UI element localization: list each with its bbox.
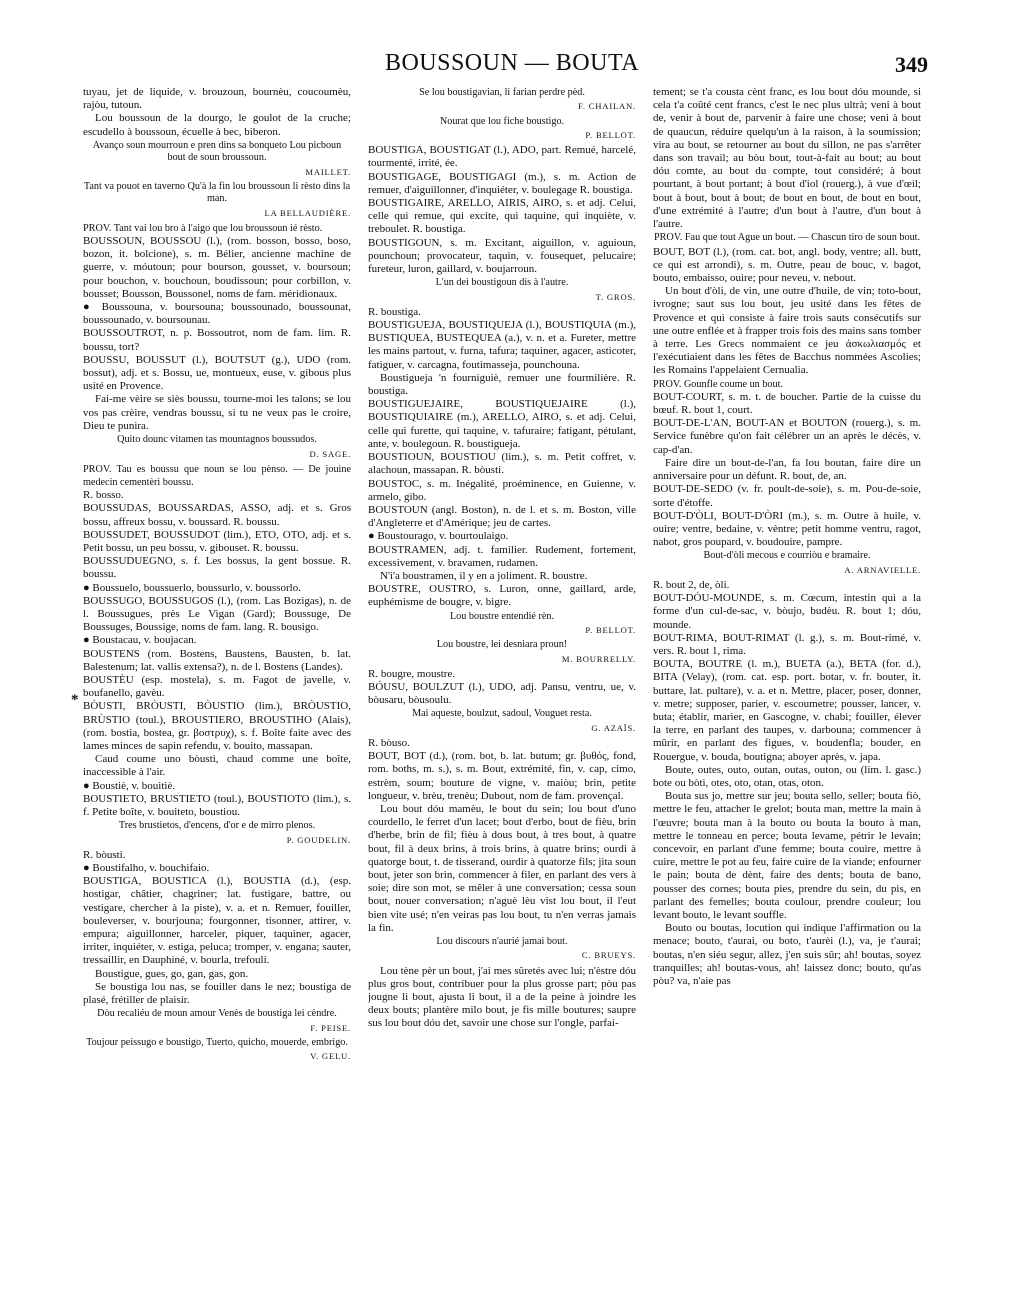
dictionary-entry: Fai-me vèire se siès boussu, tourne-moi les talons; se lou vos pas crèire, vendras boussu, si tu ne veux pas le croire, Dieu te punira. xyxy=(83,393,351,432)
citation-author: F. CHAILAN. xyxy=(577,101,636,112)
running-head xyxy=(0,50,1024,84)
dictionary-entry: BOUSTIETO, BRUSTIETO (toul.), BOUSTIOTO (lim.), s. f. Petite boîte, v. bouiteto, boustiou. xyxy=(83,792,351,818)
citation: Lou discours n'aurié jamai bout. xyxy=(436,936,568,948)
citation: Tant va pouot en taverno Qu'à la fin lou broussoun li rèsto dins la man. xyxy=(83,180,351,205)
dictionary-entry: Boustigue, gues, go, gan, gas, gon. xyxy=(95,967,249,980)
column-right xyxy=(653,86,921,1296)
dictionary-entry: BOUT, BOT (d.), (rom. bot, b. lat. butum; gr. βυθός, fond, rom. boths, m. s.), s. m. Bout, extrémité, fin, v. cap, cimo, estrèm, soum; bouture de vigne, v. maiòu; brin, petite longueur, v. brèu, trenèu; Dubout, nom de fam. provençal. xyxy=(368,750,636,802)
citation: Toujour peissugo e boustigo, Tuerto, quicho, mouerde, embrigo. xyxy=(86,1036,348,1048)
citation: Dòu recaliéu de moun amour Venès de boustiga lei cèndre. xyxy=(97,1008,337,1020)
citation-author: F. PEISE. xyxy=(310,1022,351,1033)
dictionary-entry: BOUSTIGA, BOUSTICA (l.), BOUSTIA (d.), (esp. hostigar, châtier, chagriner; lat. fustigare, battre, ou vestigare, chercher à la piste), v. a. et n. Remuer, fouiller, bouleverser, v. bourjouna; fourgonner, tisonner, attirer, v. empura; aiguillonner, harceler, piquer, taquiner, agacer, irriter, inquiéter, v. estiga, peluca; tromper, v. engana; sauter, tressaillir, en Dauphiné, v. bourla, trefouli. xyxy=(83,875,351,967)
dictionary-entry: BÓUSU, BOULZUT (l.), UDO, adj. Pansu, ventru, ue, v. bòusaru, bòusoulu. xyxy=(368,680,636,707)
dictionary-entry: R. boustiga. xyxy=(368,305,421,318)
dictionary-entry: BOUSSUDET, BOUSSUDOT (lim.), ETO, OTO, adj. et s. Petit bossu, un peu bossu, v. gibouset. R. boussu. xyxy=(83,528,351,554)
dictionary-entry: BOUSTIGAIRE, ARELLO, AIRIS, AIRO, s. et adj. Celui, celle qui remue, qui excite, qui taquine, qui inquiète, v. treboulet. R. boustiga. xyxy=(368,197,636,236)
dictionary-entry: BOUSTOC, s. m. Inégalité, proéminence, en Guienne, v. armelo, gibo. xyxy=(368,477,636,503)
dictionary-entry: BOUT-DÓU-MOUNDE, s. m. Cœcum, intestin qui a la forme d'un cul-de-sac, v. bòujo, budèu. R. bout 1; dóu, mounde. xyxy=(653,592,921,631)
dictionary-entry: BOUSSOUTROT, n. p. Bossoutrot, nom de fam. lim. R. boussu, tort? xyxy=(83,327,351,353)
proverb: PROV. Tant vai lou bro à l'aigo que lou broussoun ié rèsto. xyxy=(83,222,323,234)
citation: PROV. Fau que tout Ague un bout. — Chascun tiro de soun bout. xyxy=(653,232,921,244)
dictionary-entry: ● Boussuelo, boussuerlo, boussurlo, v. boussorlo. xyxy=(83,581,301,594)
proverb: PROV. Tau es boussu que noun se lou pènso. — De jouine medecin cementèri boussu. xyxy=(83,463,351,488)
dictionary-entry: BÒUSTI, BRÒUSTI, BÒUSTIO (lim.), BRÒUSTIO, BRÙSTIO (toul.), BROUSTIERO, BROUSTIHO (Alais), (rom. bostia, bostea, gr. βοστρυχ), s. f. Boîte faite avec des lames minces de sapin refendu, v. bouito, massapan. xyxy=(83,700,351,752)
dictionary-entry: Lou bout dóu mamèu, le bout du sein; lou bout d'uno courdello, le ferret d'un lacet; bout d'erbo, bout de fièu, brin d'herbe, brin de fil; fièu à dous bout, à tres bout, à quatre bout, fil à deux brins, à trois brins, à quatre brins; ourdi à quatorge bout, t. de tisserand, ourdir à quatorze fils; jita soun bout, jeter son brin, commencer à filer, en parlant des vers à soie; dire son mot, se mêler à une conversation; cessa soun bout, nouer conversation; n'aguè lèu vist lou bout, il l'eut bien vite usé; n'en veiras pas lou bout, tu n'en verras jamais la fin. xyxy=(368,802,636,934)
dictionary-entry: tuyau, jet de liquide, v. brouzoun, bournèu, coucoumèu, rajòu, tutoun. xyxy=(83,86,351,112)
dictionary-entry: BOUT-RIMA, BOUT-RIMAT (l. g.), s. m. Bout-rimé, v. vers. R. bout 1, rima. xyxy=(653,631,921,657)
citation-author: M. BOURRELLY. xyxy=(561,653,636,664)
column-left xyxy=(83,86,351,1296)
dictionary-entry: BOUSTIGUEJAIRE, BOUSTIQUEJAIRE (l.), BOUSTIQUIAIRE (m.), ARELLO, AIRO, s. et adj. Celui, celle qui furette, qui taquine, v. tafuraire; fatigant, pétulant, ante, v. boulegoun. R. boustigueja. xyxy=(368,398,636,450)
dictionary-entry: Boustigueja 'n fourniguiè, remuer une fourmilière. R. boustiga. xyxy=(368,371,636,398)
dictionary-entry: BOUSSUDAS, BOUSSARDAS, ASSO, adj. et s. Gros bossu, affreux bossu, v. boussard. R. boussu. xyxy=(83,502,351,528)
dictionary-entry: BOUSTIGA, BOUSTIGAT (l.), ADO, part. Remué, harcelé, tourmenté, irrité, ée. xyxy=(368,144,636,170)
citation: Mai aqueste, boulzut, sadoul, Vouguet resta. xyxy=(412,708,592,720)
dictionary-entry: ● Boustiè, v. bouitiè. xyxy=(83,779,176,792)
citation-author: A. ARNAVIELLE. xyxy=(844,564,921,575)
dictionary-entry: BOUSTRE, OUSTRO, s. Luron, onne, gaillard, arde, euphémisme de bougre, v. bigre. xyxy=(368,583,636,609)
dictionary-entry: BOUT-D'ÒLI, BOUT-D'ÒRI (m.), s. m. Outre à huile, v. ouire; ventre, bedaine, v. vèntre; petit homme ventru, ragot, nabot, gros poupard, v. boudouire, pampre. xyxy=(653,509,921,549)
dictionary-entry: BOUSTIGUEJA, BOUSTIQUEJA (l.), BOUSTIQUIA (m.), BUSTIQUEA, BUSTEQUEA (a.), v. n. et a. Fureter, mettre les mains partout, v. furna, tafura; taquiner, agacer, asticoter, fatiguer, v. carcagna, foutimasseja, pounchouna. xyxy=(368,319,636,371)
dictionary-entry: BOUSTIOUN, BOUSTIOU (lim.), s. m. Petit coffret, v. alachoun, massapan. R. bòusti. xyxy=(368,451,636,477)
dictionary-entry: Bouta sus jo, mettre sur jeu; bouta sello, seller; bouta fiò, mettre le feu, attacher le grelot; bouta man, mettre la main à l'œuvre; bouta man à la bouto ou bouta la bouto à man, mettre le tonneau en perce; bouta levame, pétrir le levain; concevoir, en parlant d'une femme; bouta couire, mettre à cuire, mettre le pot au feu, faire cuire de la viande; enfourner le pain; bouta de dènt, faire des dents; bouta de bano, pousser des cornes; bouta pies, prendre du sein, du pis, en parlant des femelles; bouta coulour, prendre couleur; lou levant bouto, le levant souffle. xyxy=(653,790,921,921)
dictionary-entry: BOUT-DE-SEDO (v. fr. poult-de-soie), s. m. Pou-de-soie, sorte d'étoffe. xyxy=(653,483,921,509)
citation-author: V. GELU. xyxy=(310,1051,351,1062)
citation-author: P. BELLOT. xyxy=(585,624,636,635)
citation-author: P. GOUDELIN. xyxy=(286,834,351,845)
page-number: 349 xyxy=(895,52,928,77)
dictionary-entry: BOUSTIGOUN, s. m. Excitant, aiguillon, v. aguioun, pounchoun; provocateur, taquin, v. fousequet, pelucaire; fureteur, luron, gaillard, v. boujarroun. xyxy=(368,236,636,276)
dictionary-entry: R. bosso. xyxy=(83,489,124,502)
dictionary-entry: R. bout 2, de, òli. xyxy=(653,578,730,591)
dictionary-entry: ● Boustourago, v. bourtoulaigo. xyxy=(368,530,509,543)
dictionary-entry: BOUTA, BOUTRE (l. m.), BUETA (a.), BETA (for. d.), BITA (Velay), (rom. cat. esp. port. botar, v. fr. bouter, it. buttare, lat. pultare), v. a. et n. Mettre, placer, poser, donner, v. metre; supposer, parier, v. escoumetre; pousser, lancer, v. buta; établir, marier, en Gascogne, v. chabi; fouiller, élever la terre, en parlant des taupes, v. darbouna; commencer à mûrir, en parlant des figues, v. boudenfla; bouder, en Rouergue, v. bouda, boutigna; aboyer après, v. japa. xyxy=(653,658,921,763)
citation: L'un dei boustigoun dis à l'autre. xyxy=(435,277,569,289)
dictionary-entry: Bouto ou boutas, locution qui indique l'affirmation ou la menace; bouto, t'aurai, ou boto, t'aurèi (l.), va, je t'aurai; boutas, n'en siéu segur, allez, j'en suis sûr; ah! boutas, soyez tranquilles; ah! boutas-vous, ah! laissez donc; bouto, qu'as pòu? va, n'aie pas xyxy=(653,922,921,988)
dictionary-entry: BOUSSOUN, BOUSSOU (l.), (rom. bosson, bosso, boso, bozon, it. bolcione), s. m. Bélier, ancienne machine de guerre, v. móutoun; pour bourson, gousset, v. boursoun; pour bouchon, v. bouchoun, boudissoun; pour corbillon, v. bousset; Bousson, Boussonel, noms de fam. méridionaux. xyxy=(83,235,351,300)
dictionary-entry: ● Boussouna, v. boursouna; boussounado, boussounat, boussounado, v. boursounau. xyxy=(83,301,351,327)
dictionary-entry: Boute, outes, outo, outan, outas, outon, ou (lim. l. gasc.) bote ou bòti, otes, oto, otan, otas, oton. xyxy=(653,763,921,789)
citation: Bout-d'òli mecous e courriòu e bramaire. xyxy=(703,550,871,562)
citation-author: MAILLET. xyxy=(305,166,351,177)
citation: Tres brustietos, d'encens, d'or e de mirro plenos. xyxy=(118,820,316,832)
margin-asterisk: * xyxy=(71,692,79,708)
dictionary-entry: BOUSTOUN (angl. Boston), n. de l. et s. m. Boston, ville d'Angleterre et d'Amérique; jeu de cartes. xyxy=(368,503,636,530)
dictionary-entry: BOUSTRAMEN, adj. t. familier. Rudement, fortement, excessivement, v. bravamen, rudamen. xyxy=(368,543,636,569)
dictionary-entry: R. bòuso. xyxy=(368,736,410,749)
dictionary-entry: Lou tène pèr un bout, j'ai mes sûretés avec lui; n'èstre dóu plus gros bout, contribuer pour la plus grosse part; pòu pas jougne li bout, ajusta li bout, il a de la peine à joindre les deux bouts; plantère milo bout, je fis mille boutures; saupre sus lou bout dóu det, savoir une chose sur l'ongle, parfai- xyxy=(368,964,636,1030)
dictionary-entry: ● Boustifalho, v. bouchifaio. xyxy=(83,862,210,874)
running-title: BOUSSOUN — BOUTA xyxy=(384,50,640,76)
dictionary-entry: R. bòusti. xyxy=(83,848,126,861)
dictionary-entry: N'i'a boustramen, il y en a joliment. R. boustre. xyxy=(380,569,588,582)
dictionary-entry: tement; se t'a cousta cènt franc, es lou bout dóu mounde, si cela t'a coûté cent francs, c'est le nec plus ultrà; veni à bout de, venir à bout de, parvenir à faire une chose; veni à bout de quaucun, réduire quelqu'un à la raison, à la soumission; vira au bout, se retourner au bout du sillon, ne pas s'arrêter dans son travail; au bòu bout, tout-à-fait au bout; au bout dóu comte, au bout du compte, tout considéré; à bout pourtant, à bout portant; à bout d'iol (rouerg.), à vue d'œil; bout à bout, bout à bout; de bout en bout, de bout en bout, d'une extrémité à l'autre; d'un bout à l'autre, d'un bout à l'autre. xyxy=(653,86,921,231)
column-middle xyxy=(368,86,636,1296)
citation: Quito dounc vitamen tas mountagnos boussudos. xyxy=(117,434,317,446)
citation-author: C. BRUEYS. xyxy=(581,950,636,961)
dictionary-entry: BOUSSUGO, BOUSSUGOS (l.), (rom. Las Bozigas), n. de l. Boussugues, près Le Vigan (Gard); Boussuge, De Boussuges, Boussige, noms de fam. lang. R. bousigo. xyxy=(83,594,351,634)
citation-author: LA BELLAUDIÈRE. xyxy=(264,207,351,218)
dictionary-entry: Se boustiga lou nas, se fouiller dans le nez; boustiga de plasé, frétiller de plaisir. xyxy=(83,980,351,1007)
citation-author: D. SAGE. xyxy=(309,448,351,459)
dictionary-entry: Caud coume uno bòusti, chaud comme une boîte, inaccessible à l'air. xyxy=(83,753,351,779)
dictionary-entry: BOUSTIGAGE, BOUSTIGAGI (m.), s. m. Action de remuer, d'aiguillonner, d'inquiéter, v. boulegage R. boustiga. xyxy=(368,170,636,196)
dictionary-entry: BOUSSU, BOUSSUT (l.), BOUTSUT (g.), UDO (rom. bossut), adj. et s. Bossu, ue, montueux, euse, v. gibous plus usité en Provence. xyxy=(83,353,351,393)
dictionary-entry: BOUSTENS (rom. Bostens, Baustens, Bausten, b. lat. Balestenum; lat. vallis extensa?), n. de l. Bostens (Landes). xyxy=(83,647,351,673)
citation: Nourat que lou fiche boustigo. xyxy=(439,115,565,127)
dictionary-entry: ● Boustacau, v. boujacan. xyxy=(83,634,197,647)
dictionary-entry: BOUT-DE-L'AN, BOUT-AN et BOUTON (rouerg.), s. m. Service funèbre qu'on fait célébrer un an après le décès, v. cap-d'an. xyxy=(653,417,921,456)
dictionary-entry: BOUSTÈU (esp. mostela), s. m. Fagot de javelle, v. boufanello, gavèu. xyxy=(83,673,351,700)
proverb: PROV. Gounfle coume un bout. xyxy=(653,378,783,390)
dictionary-entry: BOUT, BOT (l.), (rom. cat. bot, angl. body, ventre; all. butt, ce qui est arrondi), s. m. Outre, peau de bouc, v. bagot, bouto, embaisso, ouire; pour neveu, v. nebout. xyxy=(653,245,921,285)
citation: Se lou boustigavian, li farian perdre pèd. xyxy=(419,87,585,98)
dictionary-entry: Lou boussoun de la dourgo, le goulot de la cruche; escudello à boussoun, écuelle à bec, biberon. xyxy=(83,112,351,138)
citation: Avanço soun mourroun e pren dins sa bonqueto Lou picboun bout de soun broussoun. xyxy=(92,139,342,164)
dictionary-entry: Un bout d'òli, de vin, une outre d'huile, de vin; toto-bout, ivrogne; saut sus lou bout, jeu usité dans les fêtes de Provence et qui consiste à faire trois sauts consécutifs sur une outre enflée et à frapper trois fois des mains sans tomber à terre. Les Grecs nommaient ce jeu ἀσκωλιασμός et l'exécutiaient dans les fêtes de Bacchus nommées Ascolies; les Romains l'appelaient Cernualia. xyxy=(653,285,921,377)
dictionary-entry: BOUSSUDUEGNO, s. f. Les bossus, la gent bossue. R. boussu. xyxy=(83,555,351,581)
dictionary-entry: R. bougre, moustre. xyxy=(368,667,456,680)
dictionary-entry: BOUT-COURT, s. m. t. de boucher. Partie de la cuisse du bœuf. R. bout 1, court. xyxy=(653,390,921,417)
citation-author: G. AZAÏS. xyxy=(591,722,636,733)
citation: Lou boustre, lei desniara proun! xyxy=(436,639,568,651)
citation: Lou boustre entendié rèn. xyxy=(449,610,555,622)
dictionary-entry: Faire dire un bout-de-l'an, fa lou boutan, faire dire un anniversaire pour un défunt. R. bout, de, an. xyxy=(653,456,921,483)
citation-author: T. GROS. xyxy=(595,291,636,302)
citation-author: P. BELLOT. xyxy=(585,130,636,141)
